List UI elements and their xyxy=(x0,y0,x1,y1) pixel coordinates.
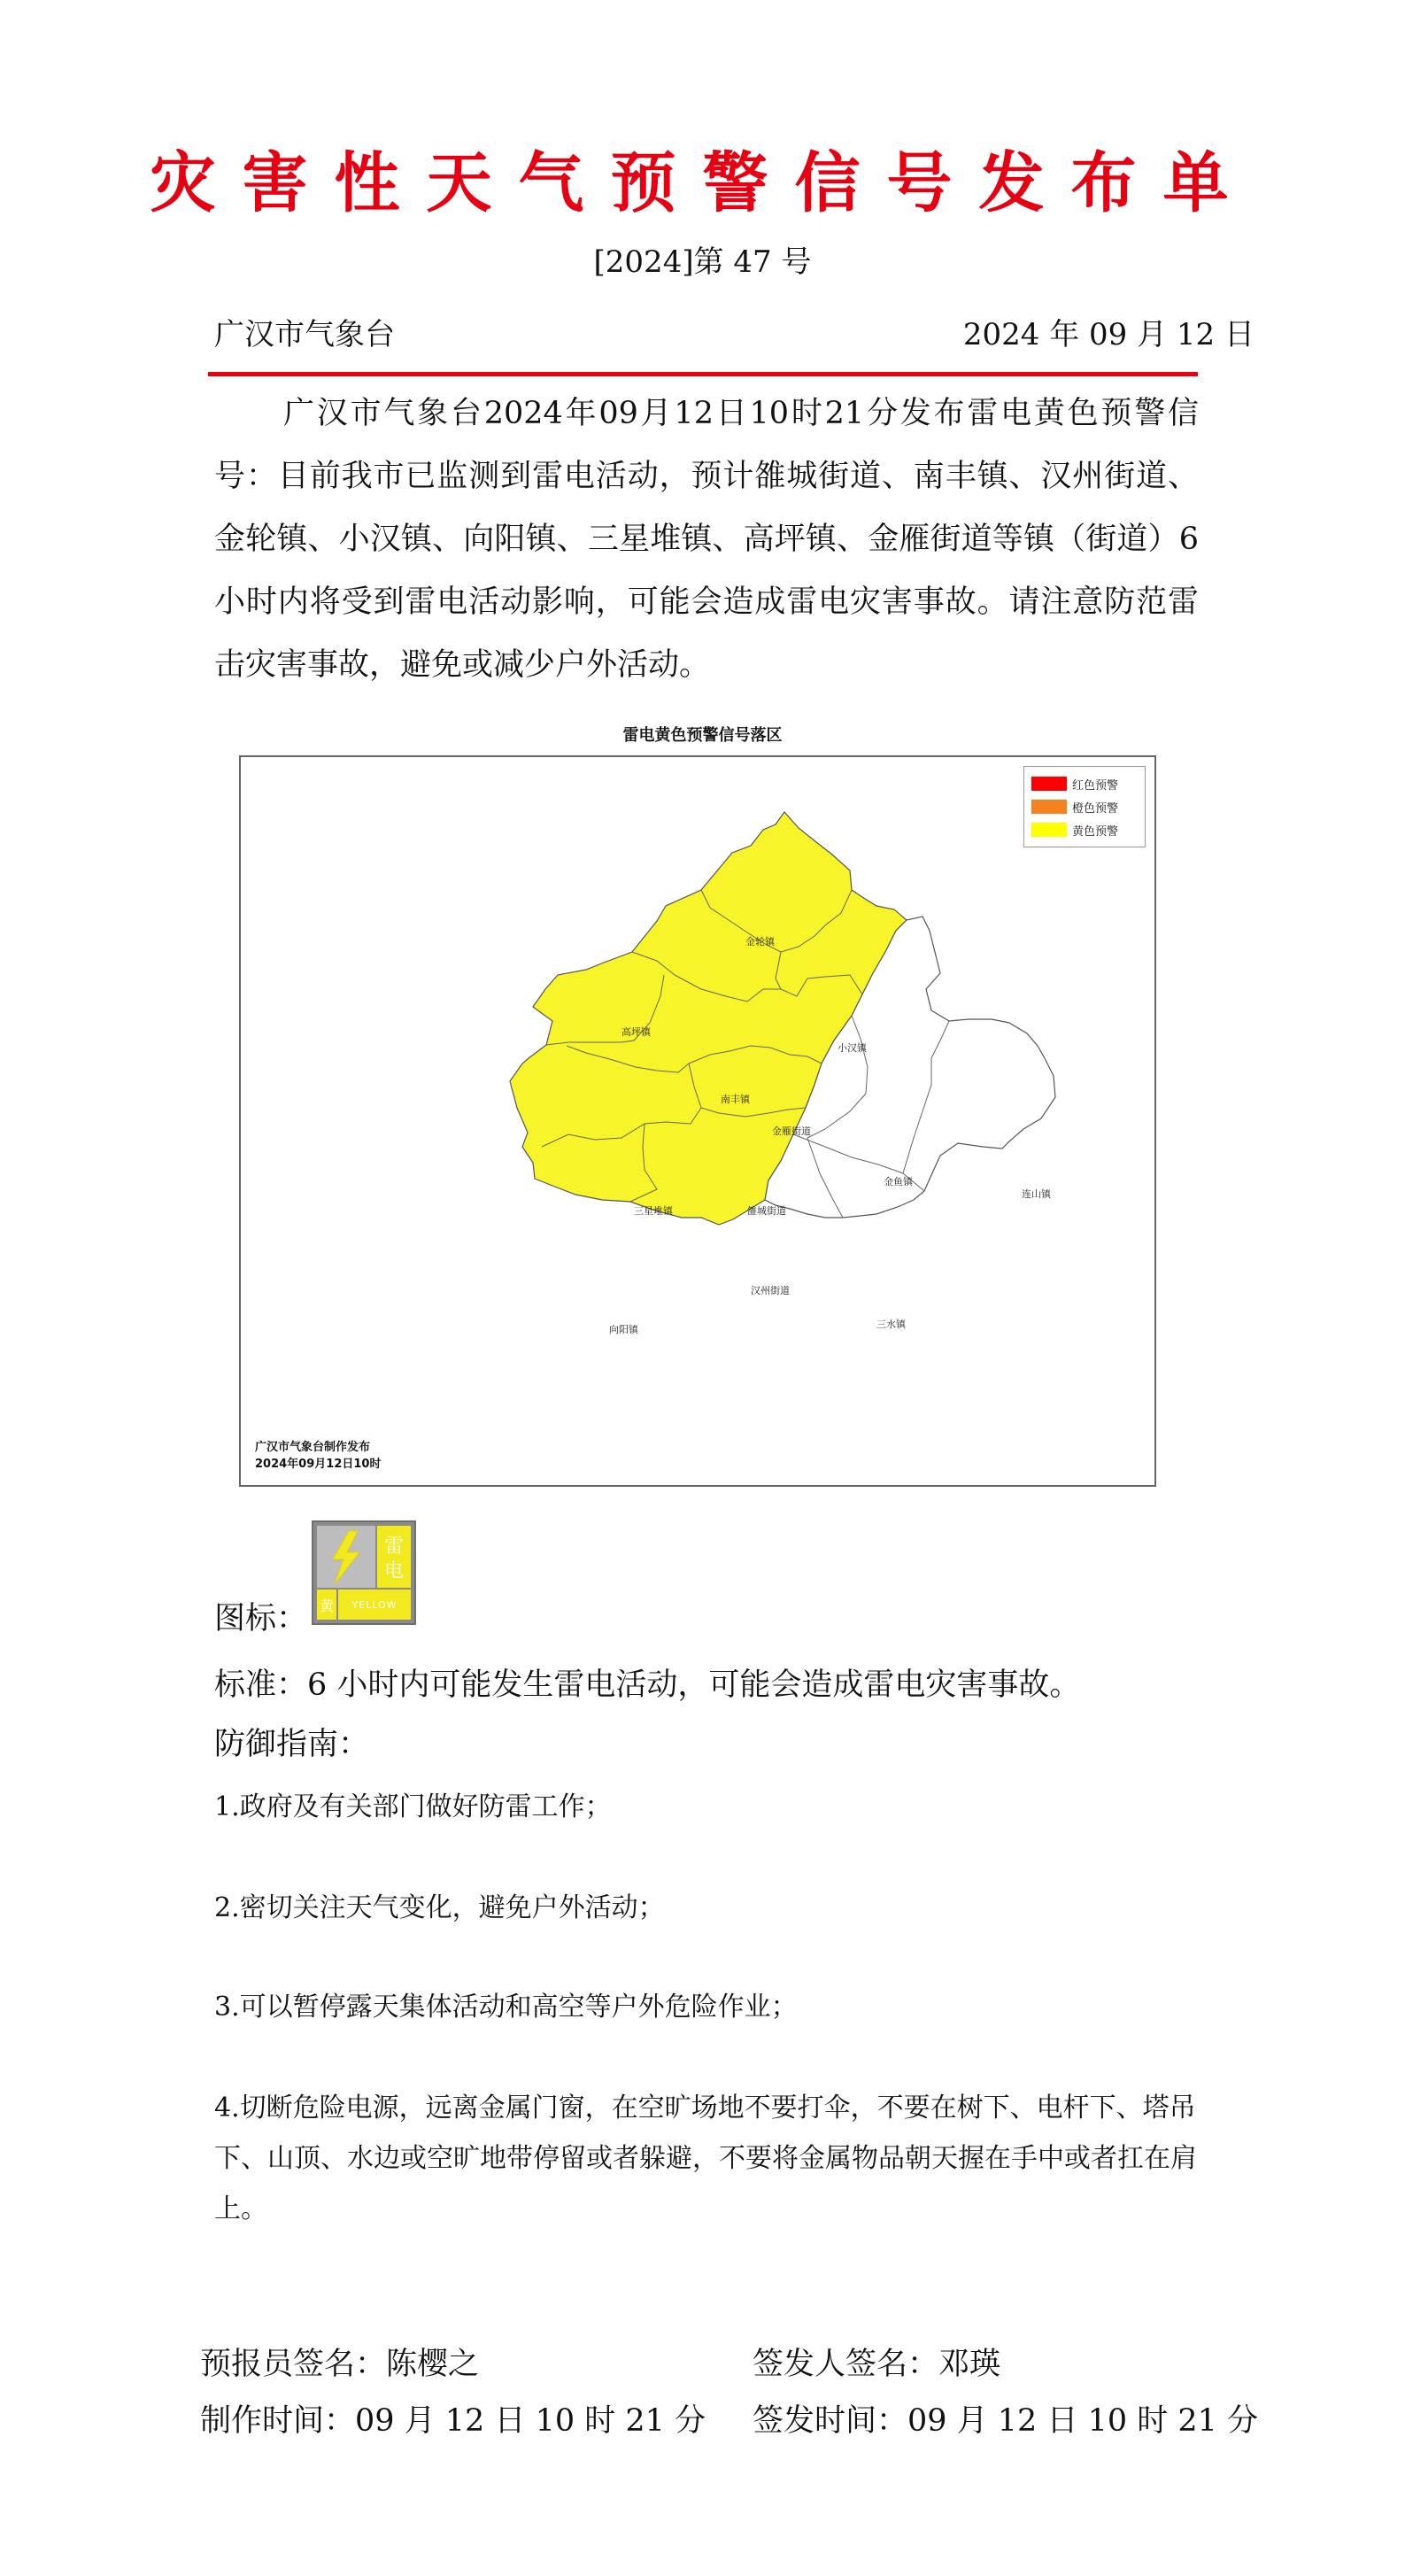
legend-swatch-yellow xyxy=(1031,823,1067,837)
icon-bottom-text: YELLOW xyxy=(351,1599,398,1611)
region-label-gaoping: 高坪镇 xyxy=(621,1026,651,1038)
issue-time: 签发时间：09 月 12 日 10 时 21 分 xyxy=(753,2403,1259,2439)
region-label-xiangyang: 向阳镇 xyxy=(609,1324,638,1335)
signer-signature: 签发人签名：邓瑛 xyxy=(753,2347,1001,2382)
header-divider xyxy=(208,372,1198,376)
document-title: 灾害性天气预警信号发布单 xyxy=(150,145,1255,221)
legend-red xyxy=(1031,772,1138,795)
map-footer-issuer: 广汉市气象台制作发布 xyxy=(255,1441,371,1454)
region-label-jinyan: 金雁街道 xyxy=(772,1126,811,1137)
map-footer xyxy=(255,1439,381,1473)
region-label-jinlun: 金轮镇 xyxy=(745,936,775,948)
region-label-nanfeng: 南丰镇 xyxy=(721,1094,750,1105)
warning-map xyxy=(239,755,1156,1487)
map-footer-time: 2024年09月12日10时 xyxy=(255,1458,382,1471)
map-title: 雷电黄色预警信号落区 xyxy=(622,726,783,745)
icon-corner-text: 黄 xyxy=(319,1597,335,1614)
guide-item-2: 2.密切关注天气变化，避免户外活动； xyxy=(214,1892,665,1923)
region-label-luocheng: 雒城街道 xyxy=(747,1205,786,1217)
legend-swatch-orange xyxy=(1031,800,1067,814)
forecaster-signature: 预报员签名：陈樱之 xyxy=(200,2347,480,2382)
made-time: 制作时间：09 月 12 日 10 时 21 分 xyxy=(200,2403,706,2439)
legend-label-yellow: 黄色预警 xyxy=(1072,824,1119,839)
guide-item-3: 3.可以暂停露天集体活动和高空等户外危险作业； xyxy=(214,1992,798,2023)
region-label-sanshui: 三水镇 xyxy=(876,1319,906,1330)
icon-side-text-2: 电 xyxy=(383,1560,405,1582)
guide-heading: 防御指南： xyxy=(214,1727,370,1762)
region-label-hanzhou: 汉州街道 xyxy=(751,1285,790,1296)
warning-icon-svg xyxy=(313,1522,414,1623)
region-label-sanxingdui: 三星堆镇 xyxy=(634,1205,673,1217)
icon-label: 图标： xyxy=(214,1601,308,1636)
legend-label-orange: 橙色预警 xyxy=(1072,801,1119,816)
map-svg xyxy=(241,757,1154,1485)
document-number: [2024]第 47 号 xyxy=(593,244,812,280)
legend-swatch-red xyxy=(1031,777,1067,791)
issue-date: 2024 年 09 月 12 日 xyxy=(962,317,1254,352)
region-label-lianshan: 连山镇 xyxy=(1022,1188,1051,1200)
warning-paragraph: 广汉市气象台2024年09月12日10时21分发布雷电黄色预警信号：目前我市已监测到雷电活动，预计雒城街道、南丰镇、汉州街道、金轮镇、小汉镇、向阳镇、三星堆镇、高坪镇、金雁街道等镇（街道）6小时内将受到雷电活动影响，可能会造成雷电灾害事故。请注意防范雷击灾害事故，避免或减少户外活动。 xyxy=(214,396,1199,683)
warning-standard: 标准：6 小时内可能发生雷电活动，可能会造成雷电灾害事故。 xyxy=(214,1667,1081,1703)
lightning-yellow-warning-icon xyxy=(312,1520,416,1625)
region-label-jinyu: 金鱼镇 xyxy=(884,1176,913,1187)
issuer-name: 广汉市气象台 xyxy=(214,317,395,352)
guide-item-1: 1.政府及有关部门做好防雷工作； xyxy=(214,1791,612,1822)
guide-item-4: 4.切断危险电源，远离金属门窗，在空旷场地不要打伞，不要在树下、电杆下、塔吊下、山顶、水边或空旷地带停留或者躲避，不要将金属物品朝天握在手中或者扛在肩上。 xyxy=(214,2093,1197,2224)
map-legend xyxy=(1023,766,1146,847)
legend-label-red: 红色预警 xyxy=(1072,778,1119,793)
icon-side-text-1: 雷 xyxy=(383,1536,405,1558)
legend-orange xyxy=(1031,795,1138,818)
legend-yellow xyxy=(1031,818,1138,841)
region-label-xiaohan: 小汉镇 xyxy=(838,1042,867,1054)
